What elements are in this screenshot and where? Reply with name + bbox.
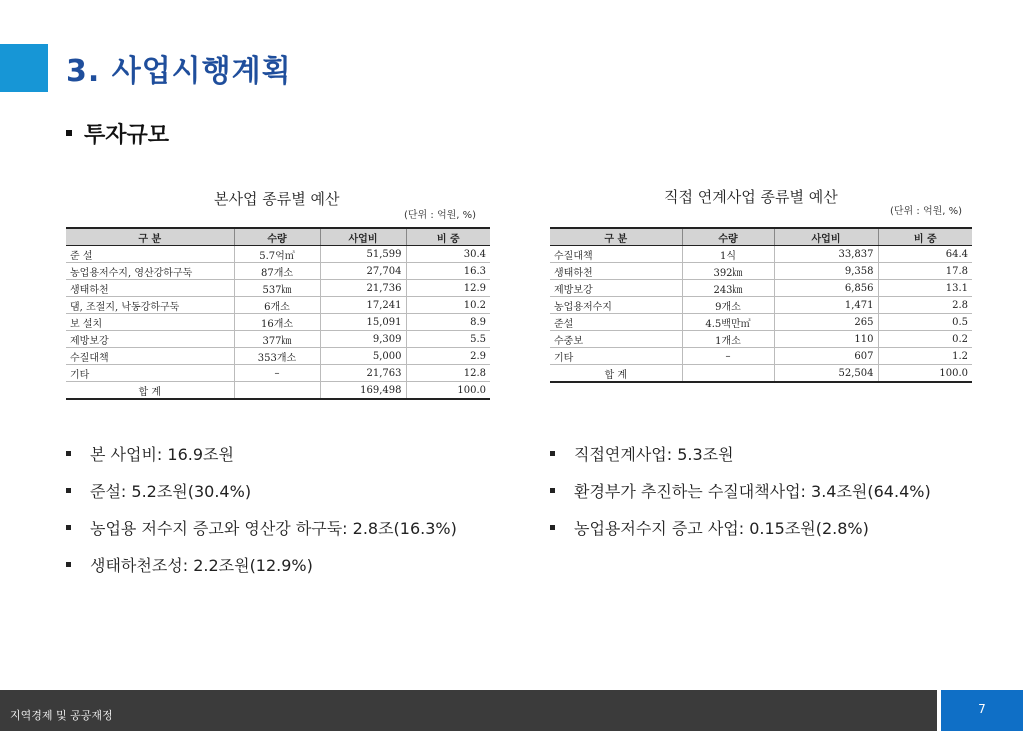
total-cell-share: 100.0 [878, 365, 972, 383]
bullet-item: 농업용 저수지 증고와 영산강 하구둑: 2.8조(16.3%) [66, 516, 457, 553]
table1-header-share: 비 중 [406, 228, 490, 246]
slide-title: 3. 사업시행계획 [66, 54, 292, 89]
table2-unit: (단위 : 억원, %) [890, 206, 963, 217]
cell-cost: 110 [774, 331, 878, 348]
cell-category: 제방보강 [66, 331, 234, 348]
cell-cost: 21,763 [320, 365, 406, 382]
cell-share: 0.5 [878, 314, 972, 331]
cell-quantity: 1개소 [682, 331, 774, 348]
cell-share: 0.2 [878, 331, 972, 348]
cell-category: 생태하천 [66, 280, 234, 297]
cell-cost: 9,358 [774, 263, 878, 280]
cell-cost: 33,837 [774, 246, 878, 263]
table-row [66, 297, 490, 314]
cell-share: 1.2 [878, 348, 972, 365]
table1-header-cost: 사업비 [320, 228, 406, 246]
cell-quantity: 5.7억㎥ [234, 246, 320, 263]
section-heading [66, 118, 169, 149]
cell-category: 준 설 [66, 246, 234, 263]
cell-cost: 51,599 [320, 246, 406, 263]
total-cell-share: 100.0 [406, 382, 490, 400]
cell-category: 수질대책 [550, 246, 682, 263]
table1-unit: (단위 : 억원, %) [404, 210, 477, 221]
table-row [550, 297, 972, 314]
bullet-item: 농업용저수지 증고 사업: 0.15조원(2.8%) [550, 516, 931, 553]
cell-share: 12.9 [406, 280, 490, 297]
table-total-row [550, 365, 972, 383]
bullet-item: 직접연계사업: 5.3조원 [550, 442, 931, 479]
cell-category: 수질대책 [66, 348, 234, 365]
total-cell-quantity [234, 382, 320, 400]
total-cell-cost: 52,504 [774, 365, 878, 383]
cell-quantity: 1식 [682, 246, 774, 263]
table-row [66, 280, 490, 297]
cell-quantity: 4.5백만㎥ [682, 314, 774, 331]
cell-cost: 265 [774, 314, 878, 331]
table-total-row [66, 382, 490, 400]
table-row [550, 331, 972, 348]
table2-budget [550, 227, 972, 383]
cell-share: 5.5 [406, 331, 490, 348]
cell-cost: 9,309 [320, 331, 406, 348]
bullets-left [66, 442, 457, 590]
bullet-item: 본 사업비: 16.9조원 [66, 442, 457, 479]
cell-share: 16.3 [406, 263, 490, 280]
cell-cost: 15,091 [320, 314, 406, 331]
page-number: 7 [978, 702, 986, 716]
bullet-item: 준설: 5.2조원(30.4%) [66, 479, 457, 516]
table2-header-share: 비 중 [878, 228, 972, 246]
cell-quantity: – [234, 365, 320, 382]
total-cell-category: 합 계 [66, 382, 234, 400]
bullet-item: 생태하천조성: 2.2조원(12.9%) [66, 553, 457, 590]
cell-cost: 5,000 [320, 348, 406, 365]
bullets-right [550, 442, 931, 553]
table1-header-category: 구 분 [66, 228, 234, 246]
total-cell-category: 합 계 [550, 365, 682, 383]
table-row [550, 314, 972, 331]
table2-header-quantity: 수량 [682, 228, 774, 246]
total-cell-quantity [682, 365, 774, 383]
cell-category: 보 설치 [66, 314, 234, 331]
footer-bar [0, 690, 937, 731]
total-cell-cost: 169,498 [320, 382, 406, 400]
cell-category: 농업용저수지 [550, 297, 682, 314]
cell-cost: 27,704 [320, 263, 406, 280]
cell-share: 17.8 [878, 263, 972, 280]
cell-category: 기타 [66, 365, 234, 382]
cell-share: 2.8 [878, 297, 972, 314]
title-accent-bar [0, 44, 48, 92]
cell-quantity: 392㎞ [682, 263, 774, 280]
table-row [66, 263, 490, 280]
table-row [66, 314, 490, 331]
table2-header-cost: 사업비 [774, 228, 878, 246]
cell-category: 기타 [550, 348, 682, 365]
table1-header-quantity: 수량 [234, 228, 320, 246]
cell-category: 생태하천 [550, 263, 682, 280]
table2-header-category: 구 분 [550, 228, 682, 246]
table-row [550, 263, 972, 280]
cell-quantity: 537㎞ [234, 280, 320, 297]
table1-caption: 본사업 종류별 예산 [214, 190, 340, 208]
cell-share: 64.4 [878, 246, 972, 263]
cell-quantity: 16개소 [234, 314, 320, 331]
cell-quantity: 6개소 [234, 297, 320, 314]
cell-category: 준설 [550, 314, 682, 331]
page-number-box [941, 690, 1023, 731]
table2-caption: 직접 연계사업 종류별 예산 [664, 188, 838, 206]
cell-category: 제방보강 [550, 280, 682, 297]
cell-quantity: – [682, 348, 774, 365]
table-row [66, 348, 490, 365]
cell-category: 댐, 조절지, 낙동강하구둑 [66, 297, 234, 314]
cell-category: 농업용저수지, 영산강하구둑 [66, 263, 234, 280]
cell-quantity: 87개소 [234, 263, 320, 280]
cell-quantity: 353개소 [234, 348, 320, 365]
table1-budget [66, 227, 490, 400]
cell-quantity: 377㎞ [234, 331, 320, 348]
square-bullet-icon [66, 130, 72, 136]
cell-share: 30.4 [406, 246, 490, 263]
cell-category: 수중보 [550, 331, 682, 348]
cell-cost: 17,241 [320, 297, 406, 314]
cell-cost: 1,471 [774, 297, 878, 314]
table-row [550, 280, 972, 297]
cell-share: 13.1 [878, 280, 972, 297]
cell-share: 2.9 [406, 348, 490, 365]
table-row [66, 246, 490, 263]
table-row [66, 331, 490, 348]
table-row [550, 348, 972, 365]
cell-share: 8.9 [406, 314, 490, 331]
cell-share: 10.2 [406, 297, 490, 314]
section-heading-text: 투자규모 [84, 123, 170, 148]
cell-quantity: 243㎞ [682, 280, 774, 297]
cell-cost: 6,856 [774, 280, 878, 297]
cell-cost: 607 [774, 348, 878, 365]
footer-text: 지역경제 및 공공재정 [10, 709, 113, 722]
cell-share: 12.8 [406, 365, 490, 382]
bullet-item: 환경부가 추진하는 수질대책사업: 3.4조원(64.4%) [550, 479, 931, 516]
cell-quantity: 9개소 [682, 297, 774, 314]
table-row [66, 365, 490, 382]
cell-cost: 21,736 [320, 280, 406, 297]
table-row [550, 246, 972, 263]
